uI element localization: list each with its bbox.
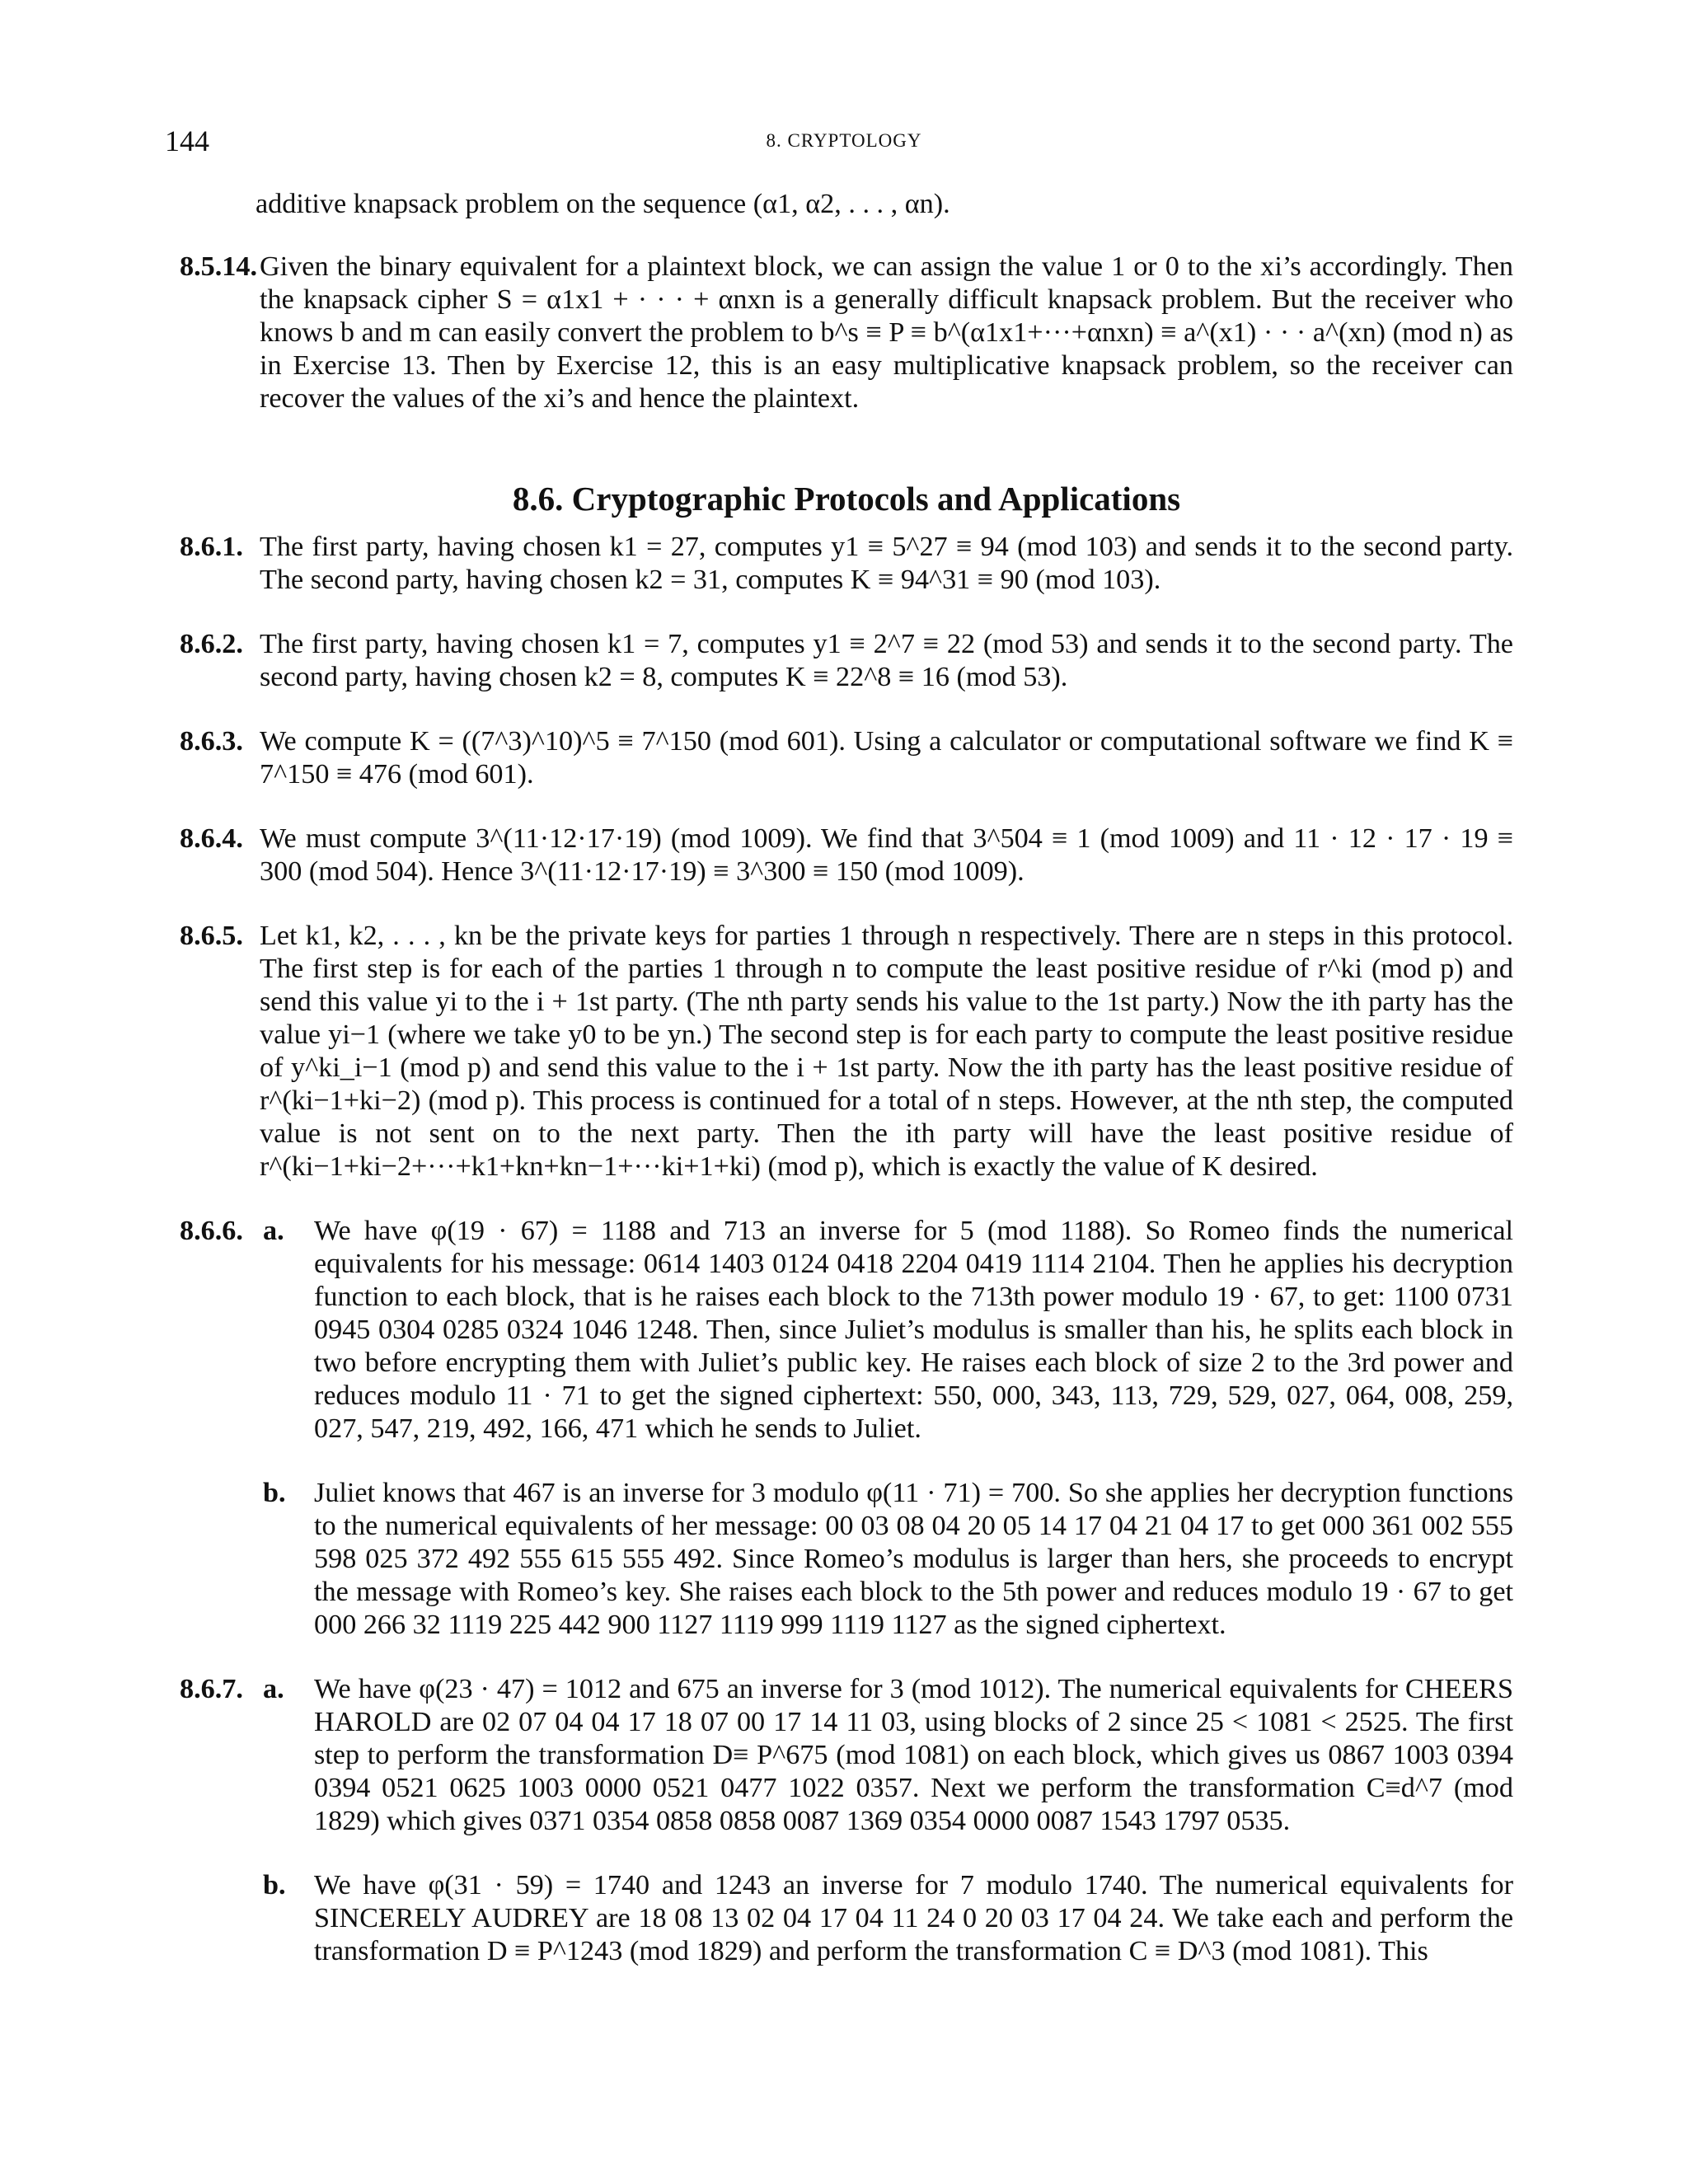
part-label-b: b. bbox=[263, 1870, 286, 1900]
running-head: 8. CRYPTOLOGY bbox=[766, 130, 922, 151]
exercise-text: We compute K = ((7^3)^10)^5 ≡ 7^150 (mod 601). Using a calculator or computational software we find K ≡ 7^150 ≡ 476 (mod 601). bbox=[260, 726, 1513, 790]
part-label-b: b. bbox=[263, 1478, 286, 1508]
exercise-text: Given the binary equivalent for a plaintext block, we can assign the value 1 or 0 to the xi’s accordingly. Then the knapsack cipher S = α1x1 + · · · + αnxn is a generally difficult knapsack problem. But the receiver who knows b and m can easily convert the problem to b^s ≡ P ≡ b^(α1x1+···+αnxn) ≡ a^(x1) · · · a^(xn) (mod n) as in Exercise 13. Then by Exercise 12, this is an easy multiplicative knapsack problem, so the receiver can recover the values of the xi’s and hence the plaintext. bbox=[260, 251, 1513, 414]
exercise-number: 8.6.6. bbox=[180, 1216, 243, 1246]
part-label-a: a. bbox=[263, 1674, 284, 1704]
exercise-text: We must compute 3^(11·12·17·19) (mod 1009). We find that 3^504 ≡ 1 (mod 1009) and 11 · 12 · 17 · 19 ≡ 300 (mod 504). Hence 3^(11·12·17·19) ≡ 3^300 ≡ 150 (mod 1009). bbox=[260, 823, 1513, 887]
intro-line-text: additive knapsack problem on the sequence (α1, α2, . . . , αn). bbox=[256, 189, 950, 219]
exercise-8-6-7a bbox=[180, 1673, 1513, 1838]
exercise-number: 8.6.5. bbox=[180, 921, 243, 951]
exercise-8-6-7b bbox=[180, 1869, 1513, 1968]
exercise-text: Juliet knows that 467 is an inverse for 3 modulo φ(11 · 71) = 700. So she applies her decryption functions to the numerical equivalents of her message: 00 03 08 04 20 05 14 17 04 21 04 17 to get 000 361 002 555 598 025 372 492 555 615 555 492. Since Romeo’s modulus is larger than hers, she proceeds to encrypt the message with Romeo’s key. She raises each block to the 5th power and reduces modulo 19 · 67 to get 000 266 32 1119 225 442 900 1127 1119 999 1119 1127 as the signed ciphertext. bbox=[314, 1478, 1513, 1640]
exercise-text: Let k1, k2, . . . , kn be the private keys for parties 1 through n respectively. There are n steps in this protocol. The first step is for each of the parties 1 through n to compute the least positive residue of r^ki (mod p) and send this value yi to the i + 1st party. (The nth party sends his value to the 1st party.) Now the ith party has the value yi−1 (where we take y0 to be yn.) The second step is for each party to compute the least positive residue of y^ki_i−1 (mod p) and send this value to the i + 1st party. Now the ith party has the least positive residue of r^(ki−1+ki−2) (mod p). This process is continued for a total of n steps. However, at the nth step, the computed value is not sent on to the next party. Then the ith party will have the least positive residue of r^(ki−1+ki−2+···+k1+kn+kn−1+···ki+1+ki) (mod p), which is exactly the value of K desired. bbox=[260, 921, 1513, 1182]
exercise-number: 8.6.3. bbox=[180, 726, 243, 757]
section-title: 8.6. Cryptographic Protocols and Applications bbox=[512, 480, 1181, 518]
page-number: 144 bbox=[165, 124, 209, 157]
exercise-number: 8.5.14. bbox=[180, 251, 258, 282]
exercise-text: The first party, having chosen k1 = 7, computes y1 ≡ 2^7 ≡ 22 (mod 53) and sends it to the second party. The second party, having chosen k2 = 8, computes K ≡ 22^8 ≡ 16 (mod 53). bbox=[260, 629, 1513, 692]
exercise-8-6-4 bbox=[180, 823, 1513, 888]
exercise-8-6-3 bbox=[180, 725, 1513, 791]
exercise-8-6-1 bbox=[180, 531, 1513, 597]
exercise-text: We have φ(19 · 67) = 1188 and 713 an inverse for 5 (mod 1188). So Romeo finds the numerical equivalents for his message: 0614 1403 0124 0418 2204 0419 1114 2104. Then he applies his decryption function to each block, that is he raises each block to the 713th power modulo 19 · 67, to get: 1100 0731 0945 0304 0285 0324 1046 1248. Then, since Juliet’s modulus is smaller than his, he splits each block in two before encrypting them with Juliet’s public key. He raises each block of size 2 to the 3rd power and reduces modulo 11 · 71 to get the signed ciphertext: 550, 000, 343, 113, 729, 529, 027, 064, 008, 259, 027, 547, 219, 492, 166, 471 which he sends to Juliet. bbox=[314, 1216, 1513, 1444]
exercise-8-5-14 bbox=[180, 251, 1513, 415]
exercise-text: We have φ(23 · 47) = 1012 and 675 an inverse for 3 (mod 1012). The numerical equivalents for CHEERS HAROLD are 02 07 04 04 17 18 07 00 17 14 11 03, using blocks of 2 since 25 < 1081 < 2525. The first step to perform the transformation D≡ P^675 (mod 1081) on each block, which gives us 0867 1003 0394 0394 0521 0625 1003 0000 0521 0477 1022 0357. Next we perform the transformation C≡d^7 (mod 1829) which gives 0371 0354 0858 0858 0087 1369 0354 0000 0087 1543 1797 0535. bbox=[314, 1674, 1513, 1836]
exercise-number: 8.6.2. bbox=[180, 629, 243, 659]
exercise-number: 8.6.7. bbox=[180, 1674, 243, 1704]
intro-line bbox=[256, 188, 1513, 221]
exercise-text: The first party, having chosen k1 = 27, computes y1 ≡ 5^27 ≡ 94 (mod 103) and sends it to the second party. The second party, having chosen k2 = 31, computes K ≡ 94^31 ≡ 90 (mod 103). bbox=[260, 532, 1513, 595]
exercise-8-6-6b bbox=[180, 1477, 1513, 1642]
exercise-number: 8.6.4. bbox=[180, 823, 243, 854]
exercise-8-6-6a bbox=[180, 1215, 1513, 1446]
part-label-a: a. bbox=[263, 1216, 284, 1246]
exercise-8-6-5 bbox=[180, 920, 1513, 1183]
exercise-number: 8.6.1. bbox=[180, 532, 243, 562]
exercise-text: We have φ(31 · 59) = 1740 and 1243 an inverse for 7 modulo 1740. The numerical equivalents for SINCERELY AUDREY are 18 08 13 02 04 17 04 11 24 0 20 03 17 04 24. We take each and perform the transformation D ≡ P^1243 (mod 1829) and perform the transformation C ≡ D^3 (mod 1081). This bbox=[314, 1870, 1513, 1966]
page-content bbox=[180, 188, 1513, 1968]
exercise-8-6-2 bbox=[180, 628, 1513, 694]
